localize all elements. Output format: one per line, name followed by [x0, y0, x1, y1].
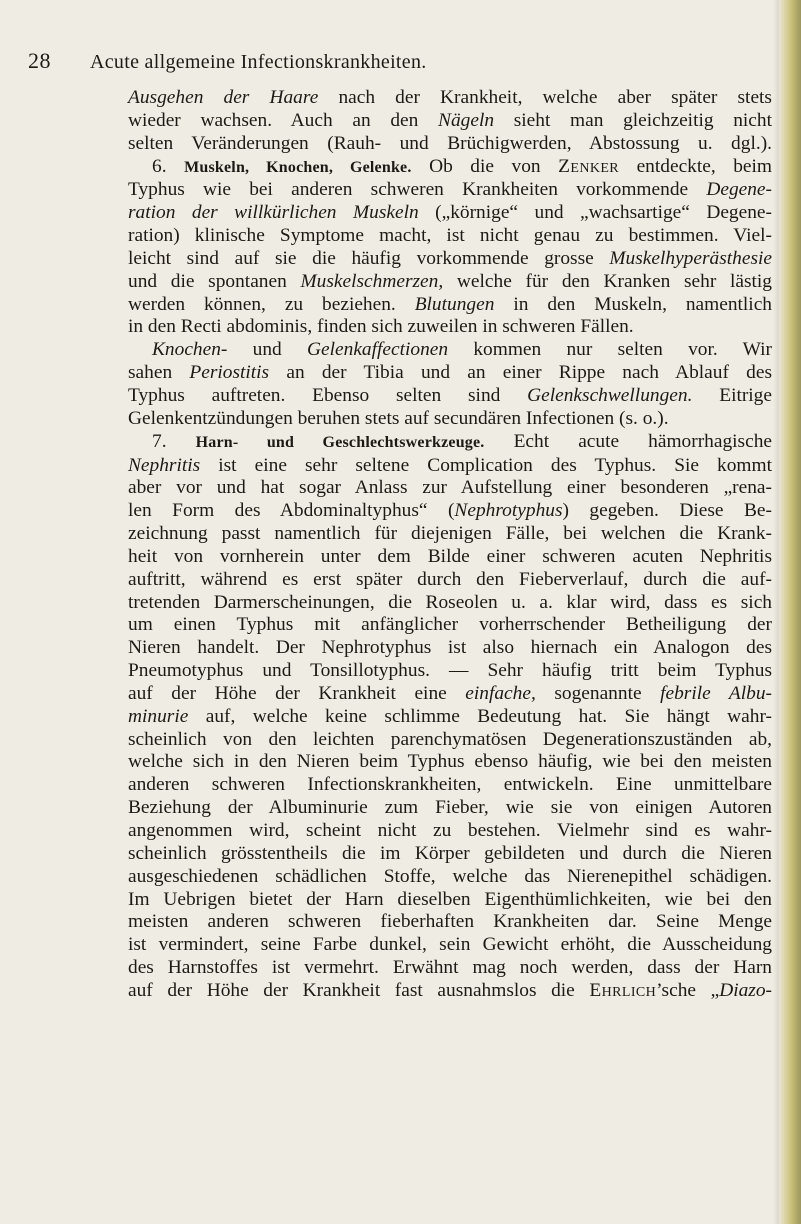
text-line: minurie auf, welche keine schlimme Bedeutung hat. Sie hängt wahr- — [128, 705, 772, 727]
body-text — [128, 87, 772, 1003]
text-line: Nephritis ist eine sehr seltene Complication des Typhus. Sie kommt — [128, 454, 772, 476]
text-line: werden können, zu beziehen. Blutungen in den Muskeln, namentlich — [128, 293, 772, 315]
text-line: Typhus wie bei anderen schweren Krankheiten vorkommende Degene- — [128, 179, 772, 201]
text-line: Nieren handelt. Der Nephrotyphus ist also hiernach ein Analogon des — [128, 637, 772, 659]
text-line: leicht sind auf sie die häufig vorkommende grosse Muskelhyperästhesie — [128, 247, 772, 269]
text-line: Pneumotyphus und Tonsillotyphus. — Sehr häufig tritt beim Typhus — [128, 660, 772, 682]
text-line: sahen Periostitis an der Tibia und an einer Rippe nach Ablauf des — [128, 362, 772, 384]
author-name: Zenker — [558, 155, 620, 177]
text-line: auftritt, während es erst später durch den Fieberverlauf, durch die auf- — [128, 568, 772, 590]
running-head: Acute allgemeine Infectionskrankheiten. — [90, 51, 427, 73]
text-line: ausgeschiedenen schädlichen Stoffe, welche das Nierenepithel schädigen. — [128, 865, 772, 887]
section-heading: Harn- und Geschlechtswerkzeuge. — [195, 433, 485, 451]
text-line: des Harnstoffes ist vermehrt. Erwähnt mag noch werden, dass der Harn — [128, 957, 772, 979]
page-edge — [779, 0, 801, 1224]
author-name: Ehrlich — [589, 979, 657, 1001]
text-line: ist vermindert, seine Farbe dunkel, sein Gewicht erhöht, die Ausscheidung — [128, 934, 772, 956]
text-line: Typhus auftreten. Ebenso selten sind Gelenkschwellungen. Eitrige — [128, 384, 772, 406]
text-line: welche sich in den Nieren beim Typhus ebenso häufig, wie bei den meisten — [128, 751, 772, 773]
text-line: wieder wachsen. Auch an den Nägeln sieht man gleichzeitig nicht — [128, 109, 772, 131]
section-heading: Muskeln, Knochen, Gelenke. — [184, 158, 412, 176]
text-line: scheinlich grösstentheils die im Körper gebildeten und durch die Nieren — [128, 842, 772, 864]
text-line: Gelenkentzündungen beruhen stets auf secundären Infectionen (s. o.). — [128, 407, 669, 429]
text-line: anderen schweren Infectionskrankheiten, entwickeln. Eine unmittelbare — [128, 774, 772, 796]
section-6-heading-line: 6. Muskeln, Knochen, Gelenke. Ob die von Zenker entdeckte, beim — [152, 155, 773, 177]
text-line: selten Veränderungen (Rauh- und Brüchigwerden, Abstossung u. dgl.). — [128, 132, 772, 154]
text-line: in den Recti abdominis, finden sich zuweilen in schweren Fällen. — [128, 316, 634, 338]
text-line: um einen Typhus mit anfänglicher vorherrschender Betheiligung der — [128, 614, 772, 636]
text-line: Ausgehen der Haare nach der Krankheit, welche aber später stets — [128, 87, 772, 108]
text-line: ration der willkürlichen Muskeln („körnige“ und „wachsartige“ Degene- — [128, 202, 772, 224]
text-line: zeichnung passt namentlich für diejenigen Fälle, bei welchen die Krank- — [128, 523, 772, 545]
page-number: 28 — [28, 48, 51, 73]
section-7-heading-line: 7. Harn- und Geschlechtswerkzeuge. Echt acute hämorrhagische — [152, 430, 773, 452]
text-line: auf der Höhe der Krankheit fast ausnahmslos die Ehrlich’sche „Diazo- — [128, 979, 772, 1001]
text-line: ration) klinische Symptome macht, ist nicht genau zu bestimmen. Viel- — [128, 225, 772, 247]
text-line: Knochen- und Gelenkaffectionen kommen nur selten vor. Wir — [152, 339, 772, 361]
text-line: aber vor und hat sogar Anlass zur Aufstellung einer besonderen „rena- — [128, 477, 772, 499]
text-line: scheinlich von den leichten parenchymatösen Degenerationszuständen ab, — [128, 728, 772, 750]
text-line: tretenden Darmerscheinungen, die Roseolen u. a. klar wird, dass es sich — [128, 591, 772, 613]
text-line: angenommen wird, scheint nicht zu bestehen. Vielmehr sind es wahr- — [128, 820, 772, 841]
text-line: Im Uebrigen bietet der Harn dieselben Eigenthümlichkeiten, wie bei den — [128, 888, 772, 910]
text-line: auf der Höhe der Krankheit eine einfache, sogenannte febrile Albu- — [128, 682, 772, 704]
text-line: heit von vornherein unter dem Bilde einer schweren acuten Nephritis — [128, 545, 772, 567]
text-line: und die spontanen Muskelschmerzen, welche für den Kranken sehr lästig — [128, 270, 772, 292]
page-header — [28, 48, 768, 82]
text-line: meisten anderen schweren fieberhaften Krankheiten dar. Seine Menge — [128, 911, 772, 933]
text-line: Beziehung der Albuminurie zum Fieber, wie sie von einigen Autoren — [128, 797, 772, 819]
text-line: len Form des Abdominaltyphus“ (Nephrotyphus) gegeben. Diese Be- — [128, 500, 772, 522]
